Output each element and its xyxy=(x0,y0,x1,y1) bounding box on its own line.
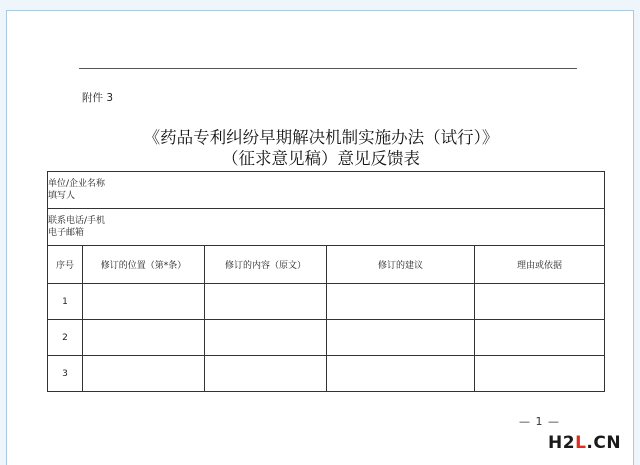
attachment-label: 附件 3 xyxy=(82,92,114,104)
header-rule xyxy=(79,68,577,69)
reason-cell[interactable] xyxy=(475,356,605,392)
page-number: — 1 — xyxy=(519,415,560,428)
document-page xyxy=(6,10,634,465)
suggestion-cell[interactable] xyxy=(327,284,475,320)
row-number: 1 xyxy=(48,284,83,320)
document-subtitle: （征求意见稿）意见反馈表 xyxy=(222,149,420,168)
table-row xyxy=(48,284,605,320)
table-header-row xyxy=(48,246,605,284)
suggestion-cell[interactable] xyxy=(327,356,475,392)
header-serial: 序号 xyxy=(48,246,83,284)
row-number: 2 xyxy=(48,320,83,356)
document-title: 《药品专利纠纷早期解决机制实施办法（试行）》 xyxy=(143,128,499,147)
watermark-text-c: .CN xyxy=(586,433,622,453)
info-row xyxy=(48,209,605,246)
watermark-text-b: L xyxy=(575,433,587,453)
header-position: 修订的位置（第*条） xyxy=(83,246,205,284)
phone-label: 联系电话/手机 xyxy=(48,216,106,226)
original-cell[interactable] xyxy=(205,356,327,392)
info-row xyxy=(48,172,605,209)
header-reason: 理由或依据 xyxy=(475,246,605,284)
header-original: 修订的内容（原文） xyxy=(205,246,327,284)
position-cell[interactable] xyxy=(83,320,205,356)
table-row xyxy=(48,320,605,356)
original-cell[interactable] xyxy=(205,320,327,356)
row-number: 3 xyxy=(48,356,83,392)
header-suggestion: 修订的建议 xyxy=(327,246,475,284)
position-cell[interactable] xyxy=(83,356,205,392)
reason-cell[interactable] xyxy=(475,320,605,356)
table-row xyxy=(48,356,605,392)
filler-label: 填写人 xyxy=(48,191,76,201)
reason-cell[interactable] xyxy=(475,284,605,320)
info-cell[interactable] xyxy=(48,209,605,246)
original-cell[interactable] xyxy=(205,284,327,320)
watermark-logo xyxy=(548,433,621,453)
company-name-label: 单位/企业名称 xyxy=(48,179,106,189)
feedback-table xyxy=(47,171,605,392)
suggestion-cell[interactable] xyxy=(327,320,475,356)
position-cell[interactable] xyxy=(83,284,205,320)
watermark-text-a: H2 xyxy=(548,433,576,453)
info-cell[interactable] xyxy=(48,172,605,209)
email-label: 电子邮箱 xyxy=(48,228,85,238)
